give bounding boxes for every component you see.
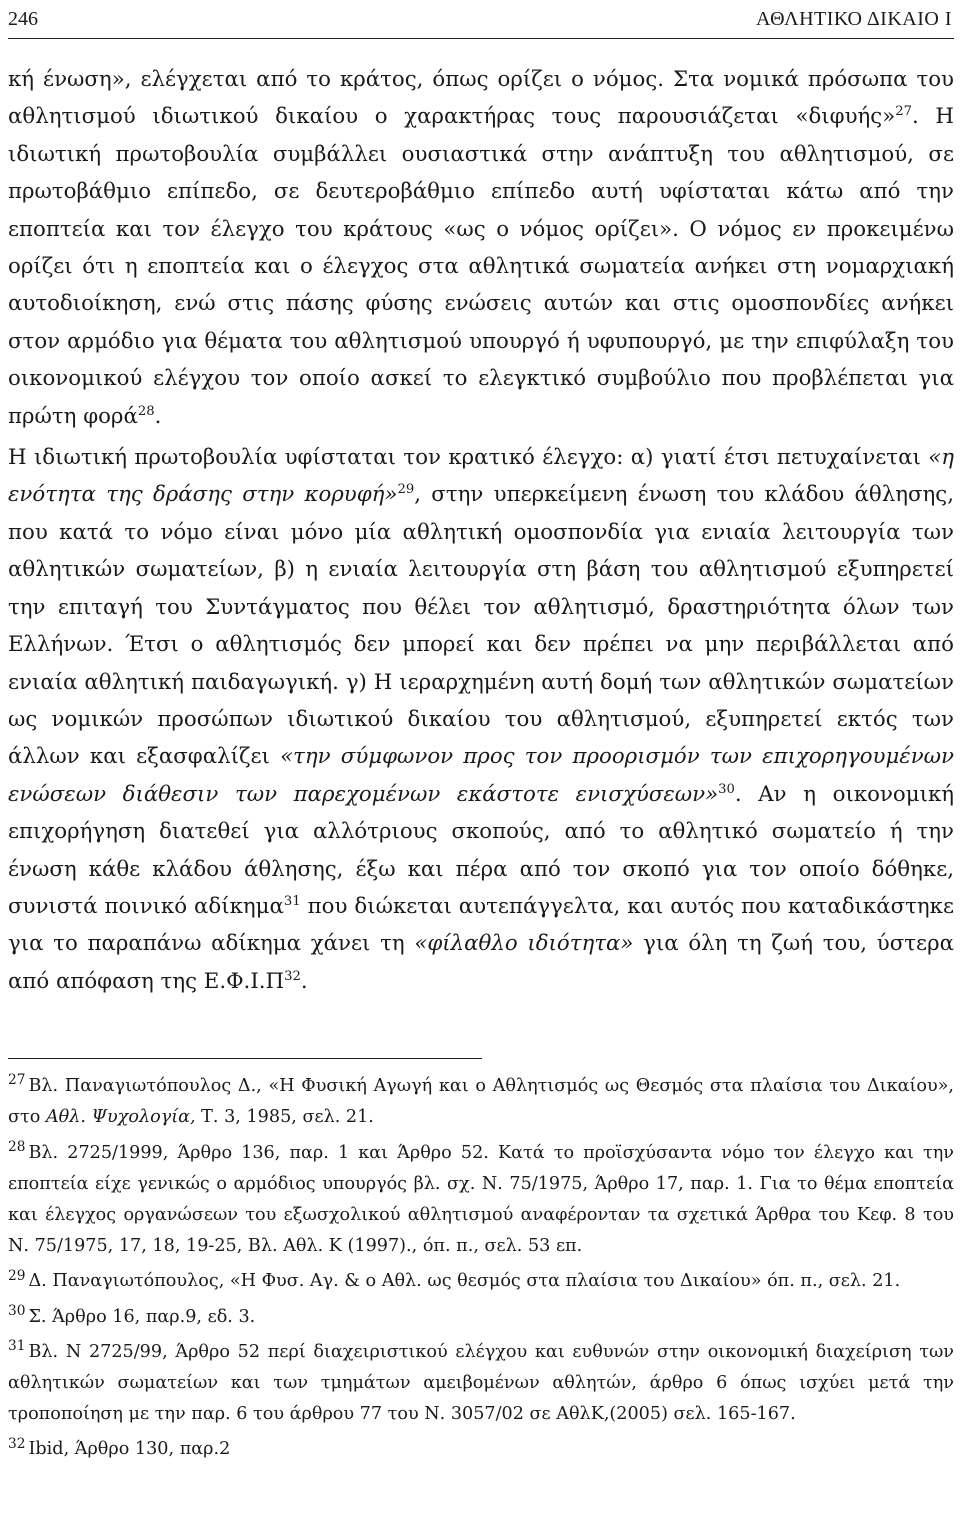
text-run: . bbox=[300, 968, 308, 994]
footnote-text: Ibid, Άρθρο 130, παρ.2 bbox=[28, 1439, 231, 1460]
footnote bbox=[8, 1138, 954, 1263]
footnote-number: 32 bbox=[8, 1435, 26, 1452]
text-run: , στην υπερκείμενη ένωση του κλάδου άθλησης, που κατά το νόμο είναι μόνο μία αθλητική ομοσπονδία για ενιαία λειτουργία των αθλητικών σωματείων, β) η ενιαία λειτουργία στη βάση του αθλητισμού εξυπηρετεί την επιταγή του Συντάγματος που θέλει τον αθλητισμό, δραστηριότητα όλων των Ελλήνων. Έτσι ο αθλητισμός δεν μπορεί και δεν πρέπει να μην περιβάλλεται από ενιαία αθλητική παιδαγωγική. γ) Η ιεραρχημένη αυτή δομή των αθλητικών σωματείων ως νομικών προσώπων ιδιωτικού δικαίου του αθλητισμού, εξυπηρετεί εκτός των άλλων και εξασφαλίζει bbox=[8, 482, 954, 770]
footnote-text: Βλ. 2725/1999, Άρθρο 136, παρ. 1 και Άρθρο 52. Κατά το προϊσχύσαντα νόμο τον έλεγχο και την εποπτεία είχε γενικώς ο αρμόδιος υπουργός βλ. σχ. Ν. 75/1975, Άρθρο 17, παρ. 1. Για το θέμα εποπτεία και έλεγχος οργανώσεων του εξωσχολικού αθλητισμού αναφέρονταν τα σχετικά Άρθρα του Κεφ. 8 του Ν. 75/1975, 17, 18, 19-25, Βλ. Αθλ. Κ (1997)., όπ. π., σελ. 53 επ. bbox=[8, 1142, 954, 1257]
paragraph bbox=[8, 439, 954, 1000]
footnote-ref[interactable]: 29 bbox=[397, 482, 415, 498]
text-run: . Η ιδιωτική πρωτοβουλία συμβάλλει ουσιαστικά στην ανάπτυξη του αθλητισμού, σε πρωτοβάθμιο επίπεδο, σε δευτεροβάθμιο επίπεδο αυτή υφίσταται κάτω από την εποπτεία και τον έλεγχο του κράτους «ως ο νόμος ορίζει». Ο νόμος εν προκειμένω ορίζει ότι η εποπτεία και ο έλεγχος στα αθλητικά σωματεία ανήκει στη νομαρχιακή αυτοδιοίκηση, ενώ στις πάσης φύσης ενώσεις αυτών και στις ομοσπονδίες ανήκει στον αρμόδιο για θέματα του αθλητισμού υπουργό ή υφυπουργό, με την επιφύλαξη του οικονομικού ελέγχου τον οποίο ασκεί το ελεγκτικό συμβούλιο που προβλέπεται για πρώτη φορά bbox=[8, 104, 954, 429]
footnote-number: 27 bbox=[8, 1072, 26, 1089]
footnote-text: Τ. 3, 1985, σελ. 21. bbox=[195, 1107, 374, 1128]
footnote-number: 31 bbox=[8, 1337, 26, 1354]
footnotes bbox=[8, 1071, 954, 1465]
text-run: κή ένωση», ελέγχεται από το κράτος, όπως ορίζει ο νόμος. Στα νομικά πρόσωπα του αθλητισμού ιδιωτικού δικαίου ο χαρακτήρας τους παρουσιάζεται «διφυής» bbox=[8, 67, 954, 130]
footnote-number: 28 bbox=[8, 1138, 26, 1155]
body-text bbox=[8, 61, 954, 1000]
text-run: . bbox=[154, 403, 162, 429]
footnote-ref[interactable]: 27 bbox=[895, 104, 913, 120]
document-page bbox=[8, 0, 954, 1466]
footnote-ref[interactable]: 30 bbox=[718, 781, 735, 797]
running-title: ΑΘΛΗΤΙΚΟ ΔΙΚΑΙΟ Ι bbox=[755, 8, 952, 30]
text-run: για όλη τη ζωή του, ύστερα από απόφαση της Ε.Φ.Ι.Π bbox=[8, 931, 954, 994]
journal-title: Αθλ. Ψυχολογία, bbox=[45, 1107, 196, 1128]
text-run: που διώκεται αυτεπάγγελτα, και αυτός που καταδικάστηκε για το παραπάνω αδίκημα χάνει τη bbox=[8, 893, 954, 957]
footnote bbox=[8, 1266, 954, 1297]
footnote-text: Βλ. Ν 2725/99, Άρθρο 52 περί διαχειριστικού ελέγχου και ευθυνών στην οικονομική διαχείριση των αθλητικών σωματείων και των τμημάτων αμειβομένων αθλητών, άρθρο 6 όπως ισχύει μετά την τροποποίηση με την παρ. 6 του άρθρου 77 του Ν. 3057/02 σε ΑθλΚ,(2005) σελ. 165-167. bbox=[8, 1341, 954, 1425]
footnote bbox=[8, 1434, 954, 1465]
quotation: «φίλαθλο ιδιότητα» bbox=[414, 931, 634, 957]
footnote-number: 30 bbox=[8, 1302, 26, 1319]
page-number: 246 bbox=[8, 8, 38, 30]
footnote bbox=[8, 1302, 954, 1333]
page-header bbox=[8, 0, 954, 39]
footnote-ref[interactable]: 31 bbox=[283, 893, 301, 909]
quotation: «την σύμφωνον προς τον προορισμόν των επιχορηγουμένων ενώσεων διάθεσιν των παρεχομένων εκάστοτε ενισχύσεων» bbox=[8, 744, 954, 807]
footnote-text: Βλ. Παναγιωτόπουλος Δ., «Η Φυσική Αγωγή και ο Αθλητισμός ως Θεσμός στα πλαίσια του Δικαίου», στο bbox=[8, 1076, 954, 1128]
footnote-ref[interactable]: 32 bbox=[284, 968, 301, 984]
footnote bbox=[8, 1337, 954, 1431]
footnote-ref[interactable]: 28 bbox=[137, 403, 155, 419]
footnote-number: 29 bbox=[8, 1267, 26, 1284]
footnote-text: Δ. Παναγιωτόπουλος, «Η Φυσ. Αγ. & ο Αθλ. ως θεσμός στα πλαίσια του Δικαίου» όπ. π., σελ. 21. bbox=[28, 1271, 901, 1292]
text-run: . Αν η οικονομική επιχορήγηση διατεθεί για αλλότριους σκοπούς, από το αθλητικό σωματείο ή την ένωση κάθε κλάδου άθλησης, έξω και πέρα από τον σκοπό για τον οποίο δόθηκε, συνιστά ποινικό αδίκημα bbox=[8, 781, 955, 919]
footnote-divider bbox=[8, 1058, 482, 1059]
footnote bbox=[8, 1071, 954, 1133]
footnote-text: Σ. Άρθρο 16, παρ.9, εδ. 3. bbox=[28, 1306, 256, 1327]
quotation: «η ενότητα της δράσης στην κορυφή» bbox=[8, 445, 954, 508]
text-run: Η ιδιωτική πρωτοβουλία υφίσταται τον κρατικό έλεγχο: α) γιατί έτσι πετυχαίνεται bbox=[8, 445, 929, 471]
paragraph bbox=[8, 61, 954, 435]
